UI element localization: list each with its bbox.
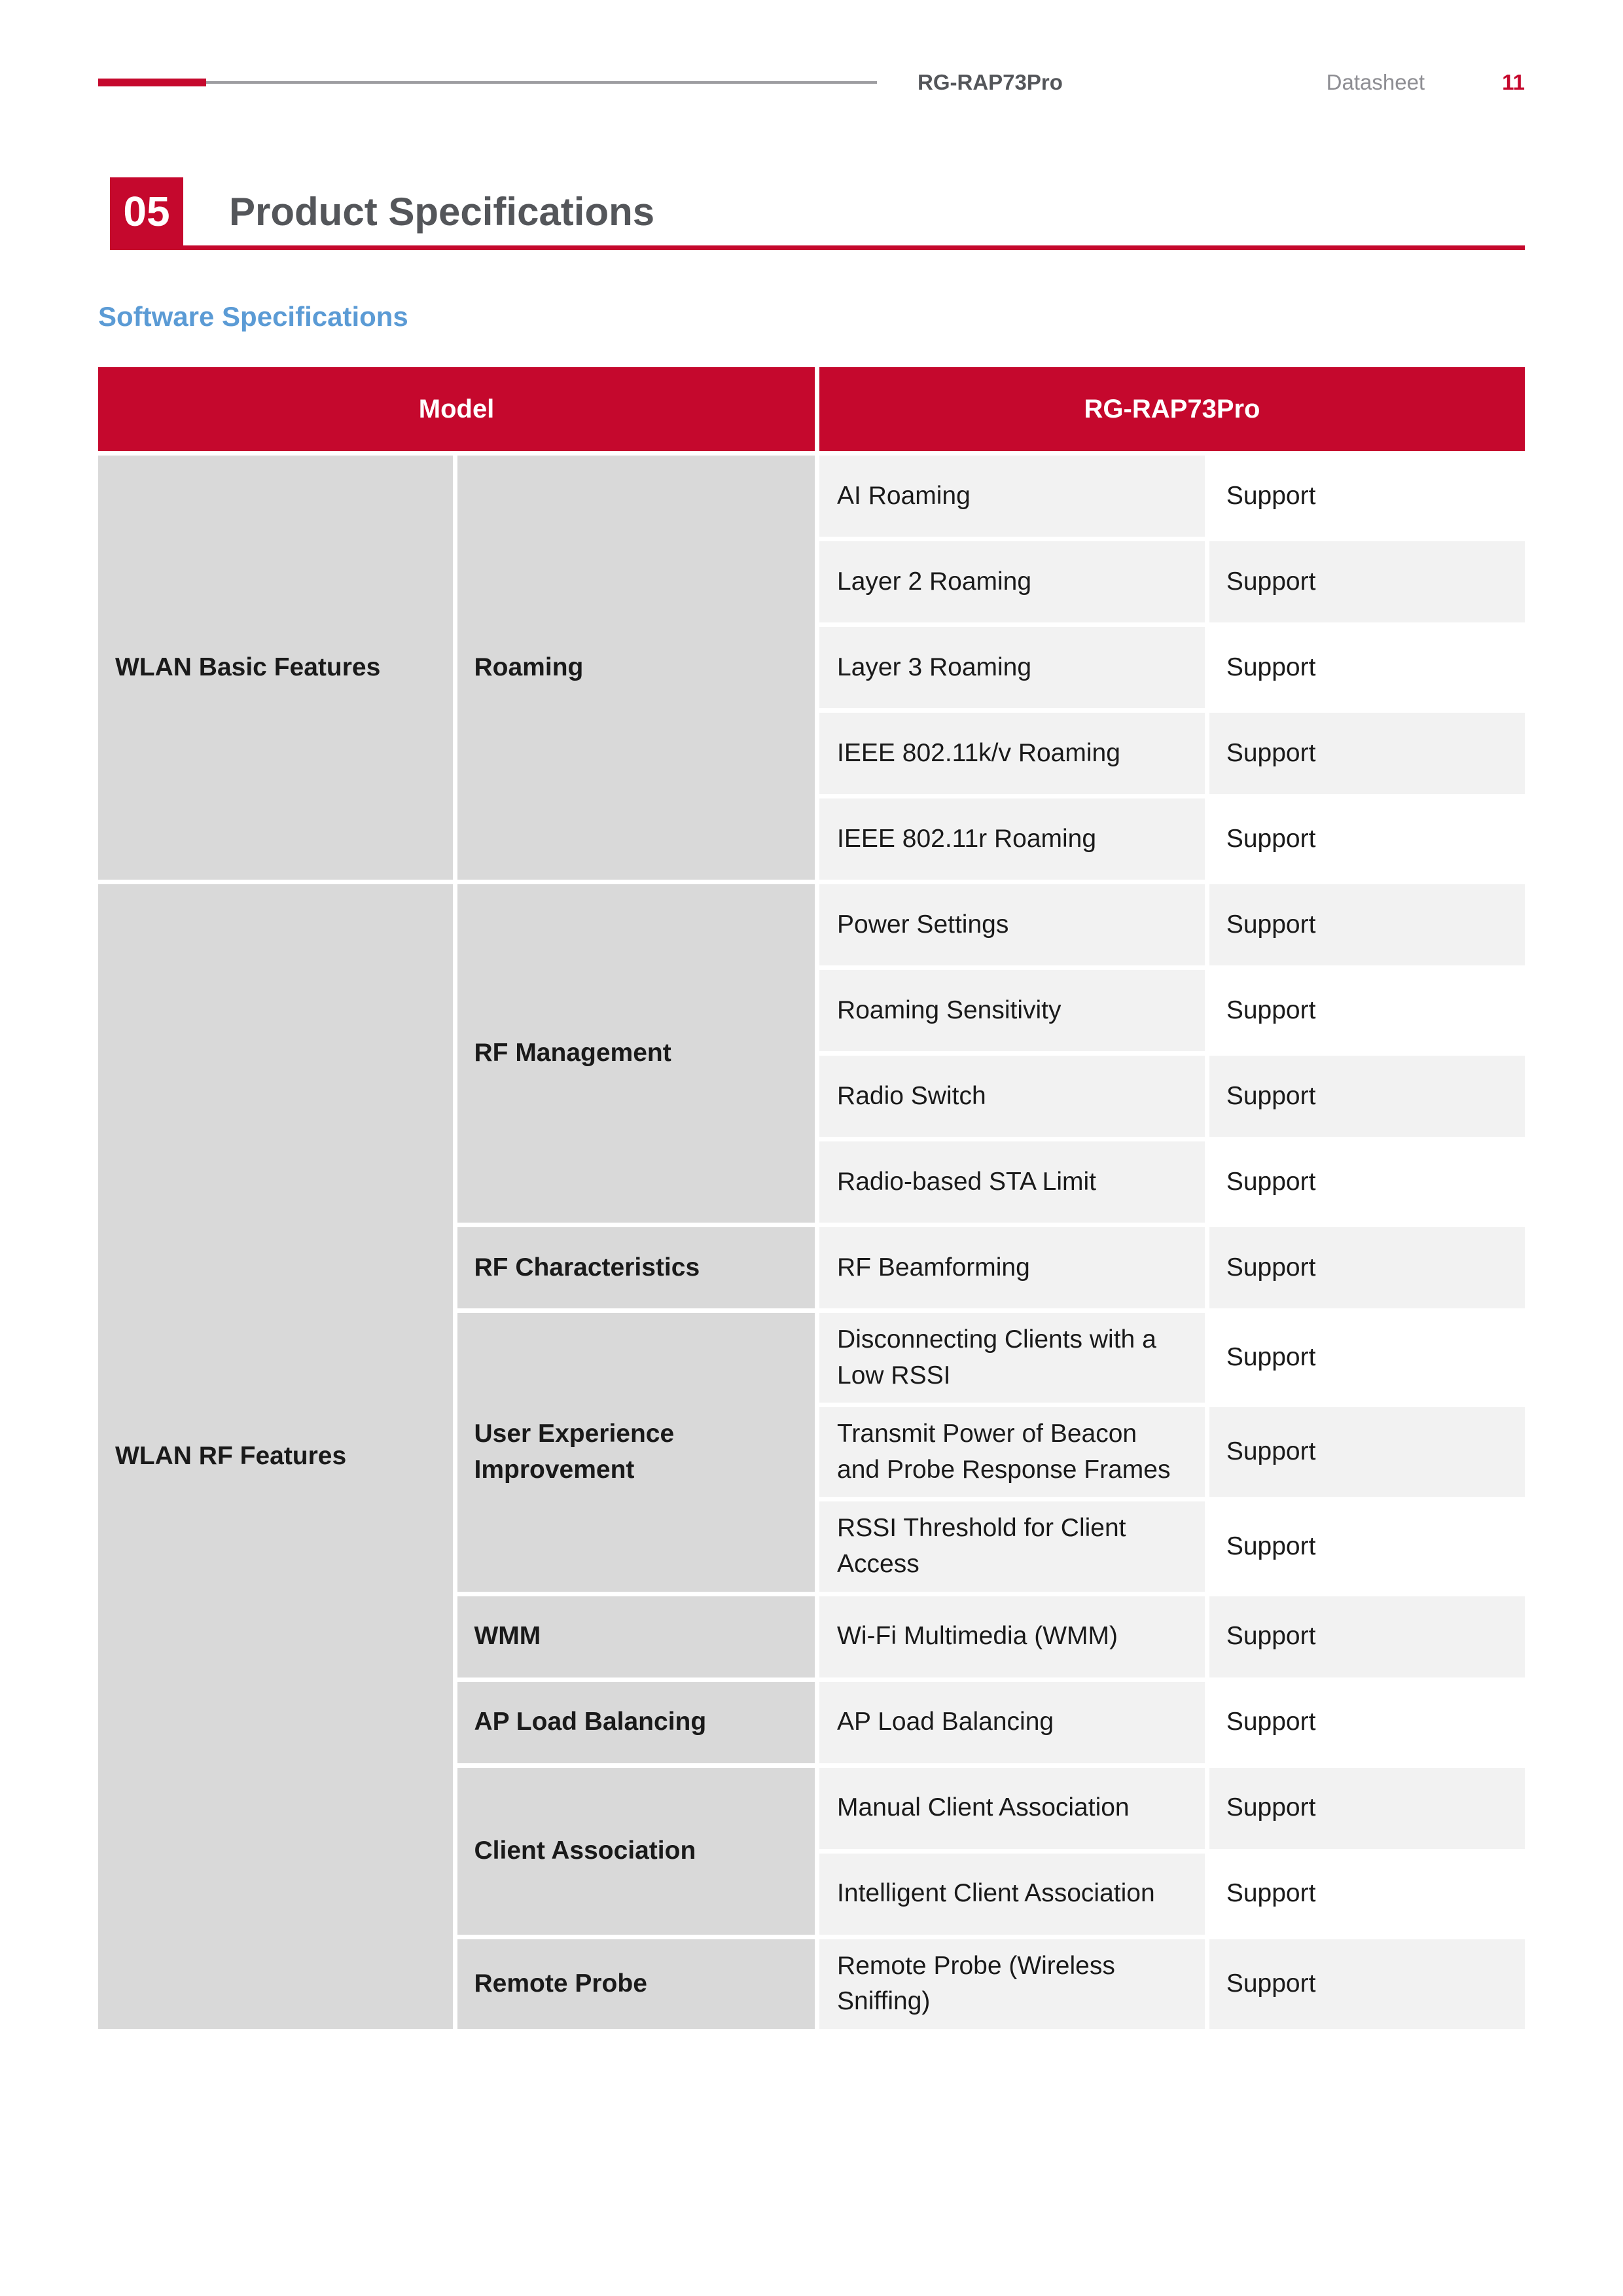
table-row (98, 456, 1525, 537)
support-cell: Support (1209, 1501, 1525, 1591)
support-cell: Support (1209, 1056, 1525, 1137)
subgroup-cell: Remote Probe (457, 1939, 815, 2029)
section-number-badge: 05 (110, 177, 183, 245)
support-cell: Support (1209, 1141, 1525, 1223)
feature-cell: Disconnecting Clients with a Low RSSI (819, 1313, 1205, 1403)
support-cell: Support (1209, 1227, 1525, 1308)
support-cell: Support (1209, 541, 1525, 622)
header-page-number: 11 (1502, 70, 1525, 94)
subgroup-cell: AP Load Balancing (457, 1682, 815, 1763)
subgroup-cell: Client Association (457, 1768, 815, 1935)
table-header-row (98, 367, 1525, 451)
support-cell: Support (1209, 1407, 1525, 1497)
feature-cell: Intelligent Client Association (819, 1854, 1205, 1935)
feature-cell: RSSI Threshold for Client Access (819, 1501, 1205, 1591)
feature-cell: Layer 3 Roaming (819, 627, 1205, 708)
group-cell: WLAN RF Features (98, 884, 453, 2029)
section-title: Product Specifications (229, 189, 655, 234)
table-row (98, 884, 1525, 965)
table-header-model: Model (98, 367, 815, 451)
feature-cell: Layer 2 Roaming (819, 541, 1205, 622)
feature-cell: Remote Probe (Wireless Sniffing) (819, 1939, 1205, 2029)
subgroup-cell: RF Management (457, 884, 815, 1223)
subgroup-cell: Roaming (457, 456, 815, 880)
support-cell: Support (1209, 1596, 1525, 1677)
support-cell: Support (1209, 627, 1525, 708)
support-cell: Support (1209, 798, 1525, 880)
feature-cell: Radio Switch (819, 1056, 1205, 1137)
header-rule-red-segment (98, 79, 206, 86)
feature-cell: Wi-Fi Multimedia (WMM) (819, 1596, 1205, 1677)
support-cell: Support (1209, 1768, 1525, 1849)
feature-cell: AI Roaming (819, 456, 1205, 537)
feature-cell: Power Settings (819, 884, 1205, 965)
feature-cell: IEEE 802.11r Roaming (819, 798, 1205, 880)
support-cell: Support (1209, 1313, 1525, 1403)
feature-cell: Radio-based STA Limit (819, 1141, 1205, 1223)
subgroup-cell: User Experience Improvement (457, 1313, 815, 1592)
support-cell: Support (1209, 1939, 1525, 2029)
page-header (98, 67, 1525, 98)
software-specifications-table (94, 363, 1529, 2034)
header-doc-type: Datasheet (1326, 70, 1425, 94)
header-product-name: RG-RAP73Pro (918, 70, 1063, 94)
table-header-product: RG-RAP73Pro (819, 367, 1525, 451)
subgroup-cell: RF Characteristics (457, 1227, 815, 1308)
support-cell: Support (1209, 1682, 1525, 1763)
subgroup-cell: WMM (457, 1596, 815, 1677)
header-rule (98, 79, 877, 86)
feature-cell: Roaming Sensitivity (819, 970, 1205, 1051)
support-cell: Support (1209, 713, 1525, 794)
feature-cell: AP Load Balancing (819, 1682, 1205, 1763)
feature-cell: Transmit Power of Beacon and Probe Response Frames (819, 1407, 1205, 1497)
support-cell: Support (1209, 884, 1525, 965)
section-heading (110, 177, 1525, 250)
group-cell: WLAN Basic Features (98, 456, 453, 880)
header-rule-gray-segment (206, 81, 877, 84)
support-cell: Support (1209, 970, 1525, 1051)
support-cell: Support (1209, 1854, 1525, 1935)
feature-cell: Manual Client Association (819, 1768, 1205, 1849)
support-cell: Support (1209, 456, 1525, 537)
feature-cell: IEEE 802.11k/v Roaming (819, 713, 1205, 794)
feature-cell: RF Beamforming (819, 1227, 1205, 1308)
subsection-title: Software Specifications (98, 301, 408, 332)
